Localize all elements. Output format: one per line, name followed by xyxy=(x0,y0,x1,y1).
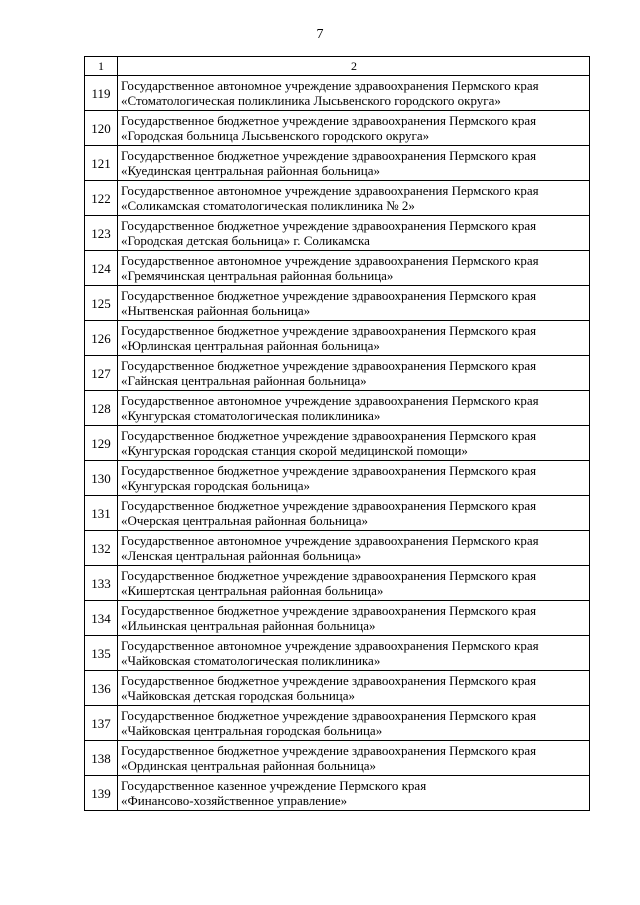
row-number: 122 xyxy=(85,181,118,216)
institution-type-line: Государственное бюджетное учреждение здравоохранения Пермского края xyxy=(121,113,537,128)
table-row xyxy=(85,461,590,496)
institution-title-line: «Финансово-хозяйственное управление» xyxy=(121,793,348,808)
institution-name xyxy=(118,671,590,706)
institution-title-line: «Кунгурская стоматологическая поликлиника» xyxy=(121,408,381,423)
row-number: 125 xyxy=(85,286,118,321)
institution-type-line: Государственное автономное учреждение здравоохранения Пермского края xyxy=(121,638,539,653)
table-row xyxy=(85,391,590,426)
institution-name xyxy=(118,356,590,391)
institution-type-line: Государственное бюджетное учреждение здравоохранения Пермского края xyxy=(121,218,537,233)
row-number: 136 xyxy=(85,671,118,706)
institution-type-line: Государственное автономное учреждение здравоохранения Пермского края xyxy=(121,393,539,408)
row-number: 127 xyxy=(85,356,118,391)
institution-name xyxy=(118,146,590,181)
institution-title-line: «Кунгурская городская станция скорой медицинской помощи» xyxy=(121,443,468,458)
institution-name xyxy=(118,776,590,811)
table-row xyxy=(85,601,590,636)
table-row xyxy=(85,146,590,181)
table-row xyxy=(85,671,590,706)
institution-title-line: «Нытвенская районная больница» xyxy=(121,303,311,318)
institutions-table-body xyxy=(85,57,590,811)
table-row xyxy=(85,566,590,601)
institution-type-line: Государственное бюджетное учреждение здравоохранения Пермского края xyxy=(121,603,537,618)
institution-title-line: «Очерская центральная районная больница» xyxy=(121,513,369,528)
table-row xyxy=(85,531,590,566)
institution-title-line: «Ильинская центральная районная больница» xyxy=(121,618,376,633)
institutions-table xyxy=(84,56,590,811)
institution-title-line: «Городская больница Лысьвенского городского округа» xyxy=(121,128,430,143)
institution-name xyxy=(118,76,590,111)
institution-type-line: Государственное бюджетное учреждение здравоохранения Пермского края xyxy=(121,428,537,443)
institution-name xyxy=(118,601,590,636)
row-number: 130 xyxy=(85,461,118,496)
institution-title-line: «Гремячинская центральная районная больница» xyxy=(121,268,394,283)
row-number: 133 xyxy=(85,566,118,601)
institution-name xyxy=(118,391,590,426)
institution-title-line: «Гайнская центральная районная больница» xyxy=(121,373,367,388)
row-number: 132 xyxy=(85,531,118,566)
row-number: 135 xyxy=(85,636,118,671)
institution-type-line: Государственное бюджетное учреждение здравоохранения Пермского края xyxy=(121,673,537,688)
table-row xyxy=(85,321,590,356)
institution-title-line: «Кунгурская городская больница» xyxy=(121,478,311,493)
institution-name xyxy=(118,251,590,286)
institution-name xyxy=(118,216,590,251)
row-number: 120 xyxy=(85,111,118,146)
institution-name xyxy=(118,321,590,356)
institution-name xyxy=(118,636,590,671)
institution-type-line: Государственное автономное учреждение здравоохранения Пермского края xyxy=(121,533,539,548)
institution-title-line: «Куединская центральная районная больница» xyxy=(121,163,380,178)
table-row xyxy=(85,706,590,741)
row-number: 126 xyxy=(85,321,118,356)
institution-name xyxy=(118,181,590,216)
institution-type-line: Государственное казенное учреждение Пермского края xyxy=(121,778,427,793)
institution-name xyxy=(118,461,590,496)
institution-name xyxy=(118,426,590,461)
row-number: 134 xyxy=(85,601,118,636)
institution-type-line: Государственное автономное учреждение здравоохранения Пермского края xyxy=(121,78,539,93)
institution-title-line: «Стоматологическая поликлиника Лысьвенского городского округа» xyxy=(121,93,501,108)
row-number: 123 xyxy=(85,216,118,251)
institution-title-line: «Городская детская больница» г. Соликамска xyxy=(121,233,370,248)
institution-title-line: «Юрлинская центральная районная больница» xyxy=(121,338,380,353)
table-row xyxy=(85,496,590,531)
row-number: 131 xyxy=(85,496,118,531)
table-row xyxy=(85,181,590,216)
table-row xyxy=(85,741,590,776)
row-number: 128 xyxy=(85,391,118,426)
institution-title-line: «Ленская центральная районная больница» xyxy=(121,548,362,563)
table-row xyxy=(85,426,590,461)
institution-name xyxy=(118,286,590,321)
table-row xyxy=(85,636,590,671)
institution-title-line: «Соликамская стоматологическая поликлиника № 2» xyxy=(121,198,415,213)
table-row xyxy=(85,776,590,811)
institution-type-line: Государственное автономное учреждение здравоохранения Пермского края xyxy=(121,253,539,268)
institution-type-line: Государственное бюджетное учреждение здравоохранения Пермского края xyxy=(121,498,537,513)
institution-type-line: Государственное бюджетное учреждение здравоохранения Пермского края xyxy=(121,568,537,583)
row-number: 137 xyxy=(85,706,118,741)
institution-type-line: Государственное бюджетное учреждение здравоохранения Пермского края xyxy=(121,358,537,373)
institution-title-line: «Ординская центральная районная больница» xyxy=(121,758,377,773)
institution-type-line: Государственное автономное учреждение здравоохранения Пермского края xyxy=(121,183,539,198)
institution-name xyxy=(118,111,590,146)
table-row xyxy=(85,76,590,111)
institution-title-line: «Чайковская центральная городская больница» xyxy=(121,723,383,738)
institution-name xyxy=(118,741,590,776)
column-header-name: 2 xyxy=(118,57,590,76)
row-number: 124 xyxy=(85,251,118,286)
institution-title-line: «Чайковская детская городская больница» xyxy=(121,688,356,703)
institution-type-line: Государственное бюджетное учреждение здравоохранения Пермского края xyxy=(121,463,537,478)
table-row xyxy=(85,111,590,146)
row-number: 119 xyxy=(85,76,118,111)
row-number: 139 xyxy=(85,776,118,811)
table-header-row xyxy=(85,57,590,76)
institution-name xyxy=(118,706,590,741)
institution-name xyxy=(118,496,590,531)
row-number: 138 xyxy=(85,741,118,776)
institution-type-line: Государственное бюджетное учреждение здравоохранения Пермского края xyxy=(121,288,537,303)
institution-name xyxy=(118,531,590,566)
institution-title-line: «Чайковская стоматологическая поликлиника» xyxy=(121,653,381,668)
institution-type-line: Государственное бюджетное учреждение здравоохранения Пермского края xyxy=(121,323,537,338)
table-row xyxy=(85,356,590,391)
table-row xyxy=(85,251,590,286)
column-header-number: 1 xyxy=(85,57,118,76)
row-number: 121 xyxy=(85,146,118,181)
table-row xyxy=(85,216,590,251)
institution-name xyxy=(118,566,590,601)
institution-type-line: Государственное бюджетное учреждение здравоохранения Пермского края xyxy=(121,148,537,163)
institution-type-line: Государственное бюджетное учреждение здравоохранения Пермского края xyxy=(121,743,537,758)
page-number: 7 xyxy=(316,27,324,42)
institution-type-line: Государственное бюджетное учреждение здравоохранения Пермского края xyxy=(121,708,537,723)
institution-title-line: «Кишертская центральная районная больница» xyxy=(121,583,384,598)
table-row xyxy=(85,286,590,321)
row-number: 129 xyxy=(85,426,118,461)
